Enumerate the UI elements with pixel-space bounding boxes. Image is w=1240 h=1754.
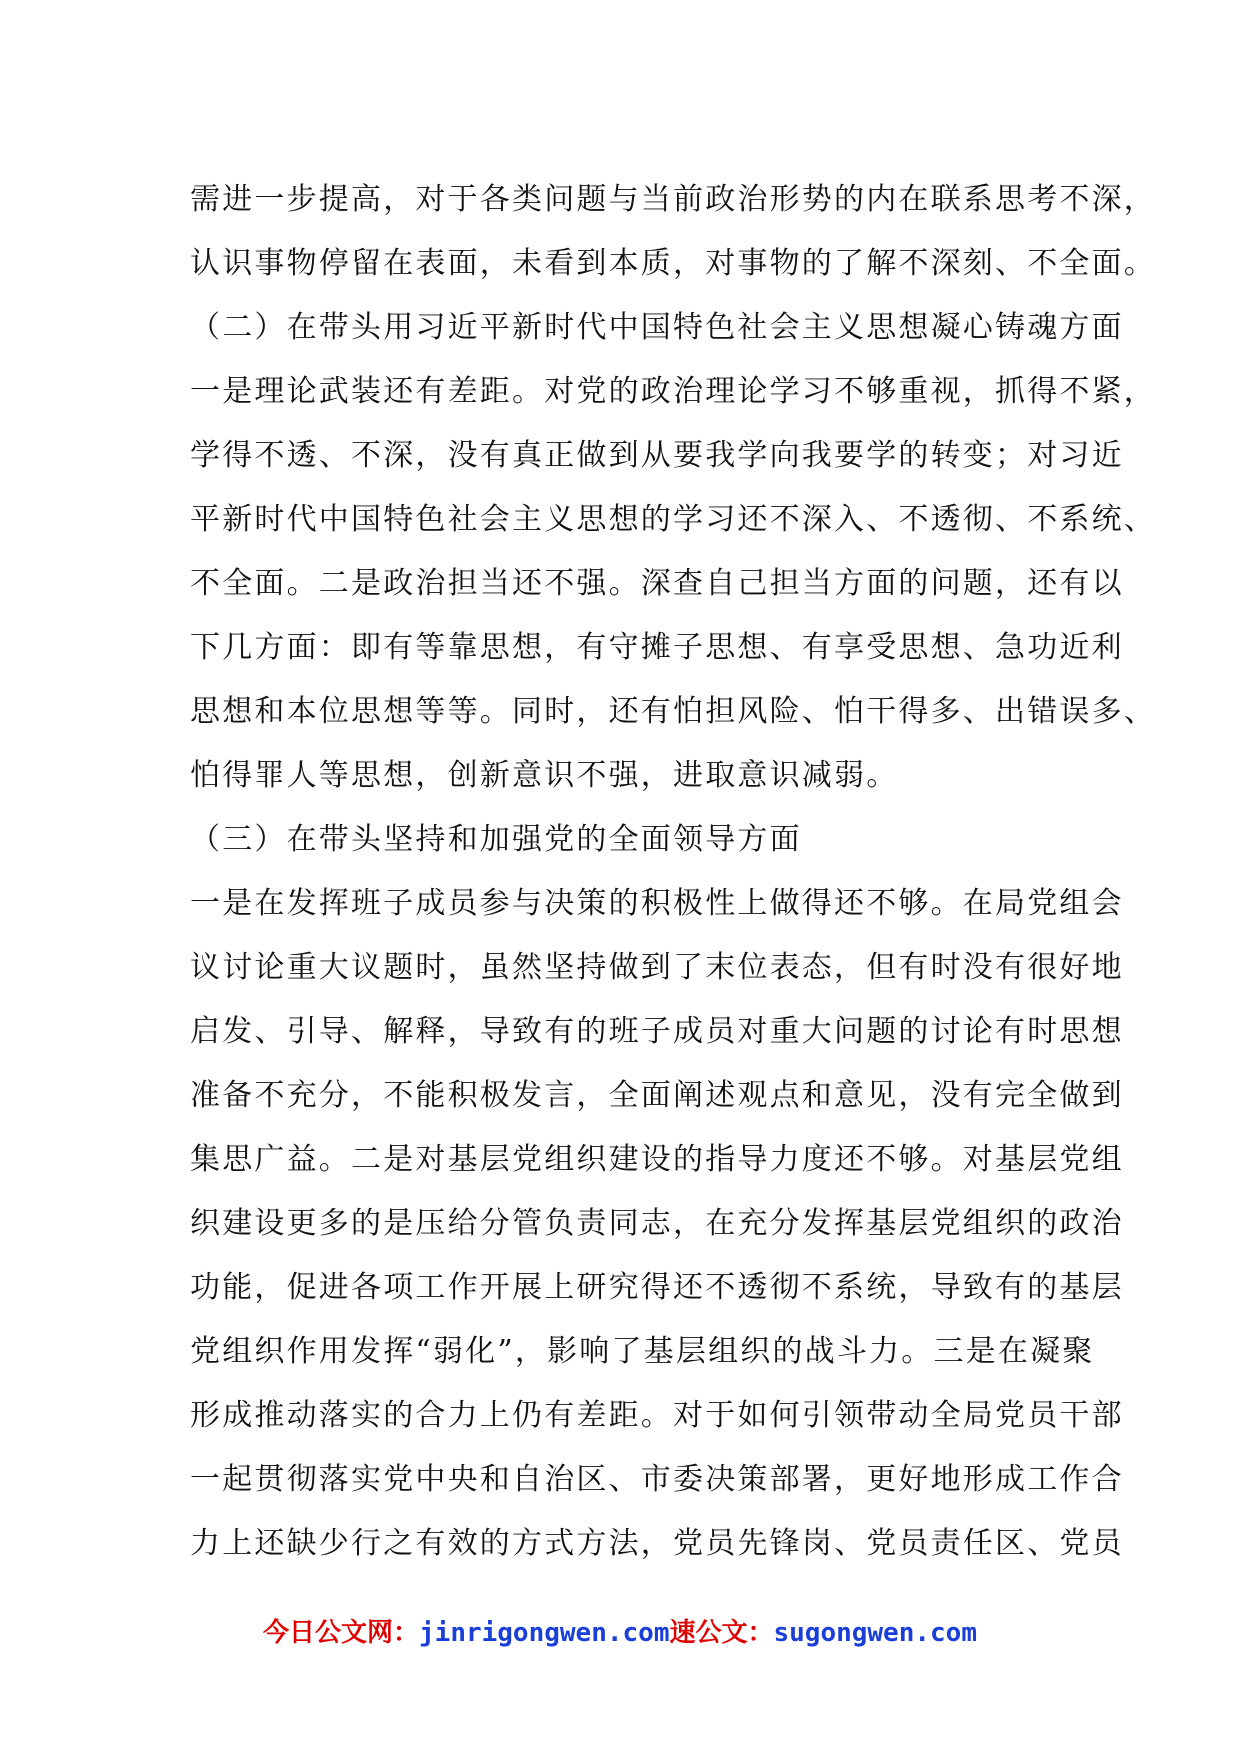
text-line-19: 党组织作用发挥“弱化”，影响了基层组织的战斗力。三是在凝聚 (190, 1334, 1095, 1369)
text-line-4: 一是理论武装还有差距。对党的政治理论学习不够重视，抓得不紧， (190, 374, 1156, 409)
text-line-8: 下几方面：即有等靠思想，有守摊子思想、有享受思想、急功近利 (190, 630, 1124, 665)
text-line-2: 认识事物停留在表面，未看到本质，对事物的了解不深刻、不全面。 (190, 246, 1156, 281)
text-line-7: 不全面。二是政治担当还不强。深查自己担当方面的问题，还有以 (190, 566, 1124, 601)
footer-label-jinrigongwen: 今日公文网： (263, 1618, 420, 1648)
text-line-6: 平新时代中国特色社会主义思想的学习还不深入、不透彻、不系统、 (190, 502, 1156, 537)
section-heading-3: （三）在带头坚持和加强党的全面领导方面 (190, 822, 802, 857)
text-line-14: 启发、引导、解释，导致有的班子成员对重大问题的讨论有时思想 (190, 1014, 1124, 1049)
text-line-16: 集思广益。二是对基层党组织建设的指导力度还不够。对基层党组 (190, 1142, 1124, 1177)
text-line-20: 形成推动落实的合力上仍有差距。对于如何引领带动全局党员干部 (190, 1398, 1124, 1433)
text-line-15: 准备不充分，不能积极发言，全面阐述观点和意见，没有完全做到 (190, 1078, 1124, 1113)
document-body (190, 168, 1156, 1576)
text-line-17: 织建设更多的是压给分管负责同志，在充分发挥基层党组织的政治 (190, 1206, 1124, 1241)
text-line-1: 需进一步提高，对于各类问题与当前政治形势的内在联系思考不深， (190, 182, 1156, 217)
footer-label-sugongwen: 速公文： (669, 1618, 774, 1648)
footer-watermark (0, 1612, 1240, 1649)
text-line-10: 怕得罪人等思想，创新意识不强，进取意识减弱。 (190, 758, 899, 793)
text-line-9: 思想和本位思想等等。同时，还有怕担风险、怕干得多、出错误多、 (190, 694, 1156, 729)
text-line-12: 一是在发挥班子成员参与决策的积极性上做得还不够。在局党组会 (190, 886, 1124, 921)
text-line-18: 功能，促进各项工作开展上研究得还不透彻不系统，导致有的基层 (190, 1270, 1124, 1305)
footer-link-sugongwen[interactable]: sugongwen.com (773, 1618, 977, 1648)
text-line-22: 力上还缺少行之有效的方式方法，党员先锋岗、党员责任区、党员 (190, 1526, 1124, 1561)
footer-link-jinrigongwen[interactable]: jinrigongwen.com (419, 1618, 670, 1648)
text-line-13: 议讨论重大议题时，虽然坚持做到了末位表态，但有时没有很好地 (190, 950, 1124, 985)
text-line-21: 一起贯彻落实党中央和自治区、市委决策部署，更好地形成工作合 (190, 1462, 1124, 1497)
text-line-5: 学得不透、不深，没有真正做到从要我学向我要学的转变；对习近 (190, 438, 1124, 473)
section-heading-2: （二）在带头用习近平新时代中国特色社会主义思想凝心铸魂方面 (190, 310, 1124, 345)
